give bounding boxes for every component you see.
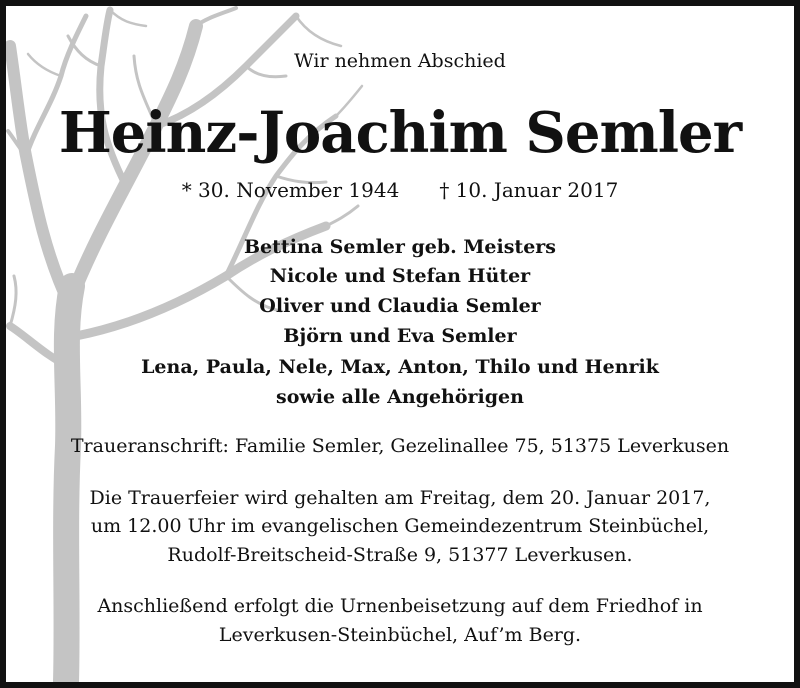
- notice-text: [6, 6, 794, 682]
- mourner-line: Nicole und Stefan Hüter: [269, 265, 531, 287]
- burial-line: Leverkusen-Steinbüchel, Auf’m Berg.: [218, 624, 582, 646]
- birth-date: * 30. November 1944: [181, 178, 400, 202]
- burial-line: Anschließend erfolgt die Urnenbeisetzung auf dem Friedhof in: [97, 595, 703, 617]
- death-date: † 10. Januar 2017: [439, 178, 619, 202]
- mourner-line: Björn und Eva Semler: [283, 325, 517, 347]
- intro-text: Wir nehmen Abschied: [294, 50, 506, 72]
- mourner-line: Lena, Paula, Nele, Max, Anton, Thilo und Henrik: [141, 356, 659, 378]
- mourner-line: sowie alle Angehörigen: [276, 386, 524, 408]
- ceremony-line: Rudolf-Breitscheid-Straße 9, 51377 Leverkusen.: [167, 544, 633, 566]
- ceremony-line: um 12.00 Uhr im evangelischen Gemeindezentrum Steinbüchel,: [90, 515, 710, 537]
- mourner-line: Bettina Semler geb. Meisters: [244, 236, 556, 258]
- deceased-name: Heinz-Joachim Semler: [58, 100, 742, 166]
- life-dates: [6, 178, 794, 202]
- mourner-line: Oliver und Claudia Semler: [259, 295, 541, 317]
- ceremony-line: Die Trauerfeier wird gehalten am Freitag, dem 20. Januar 2017,: [89, 487, 711, 509]
- mourning-address: Traueranschrift: Familie Semler, Gezelinallee 75, 51375 Leverkusen: [70, 435, 730, 457]
